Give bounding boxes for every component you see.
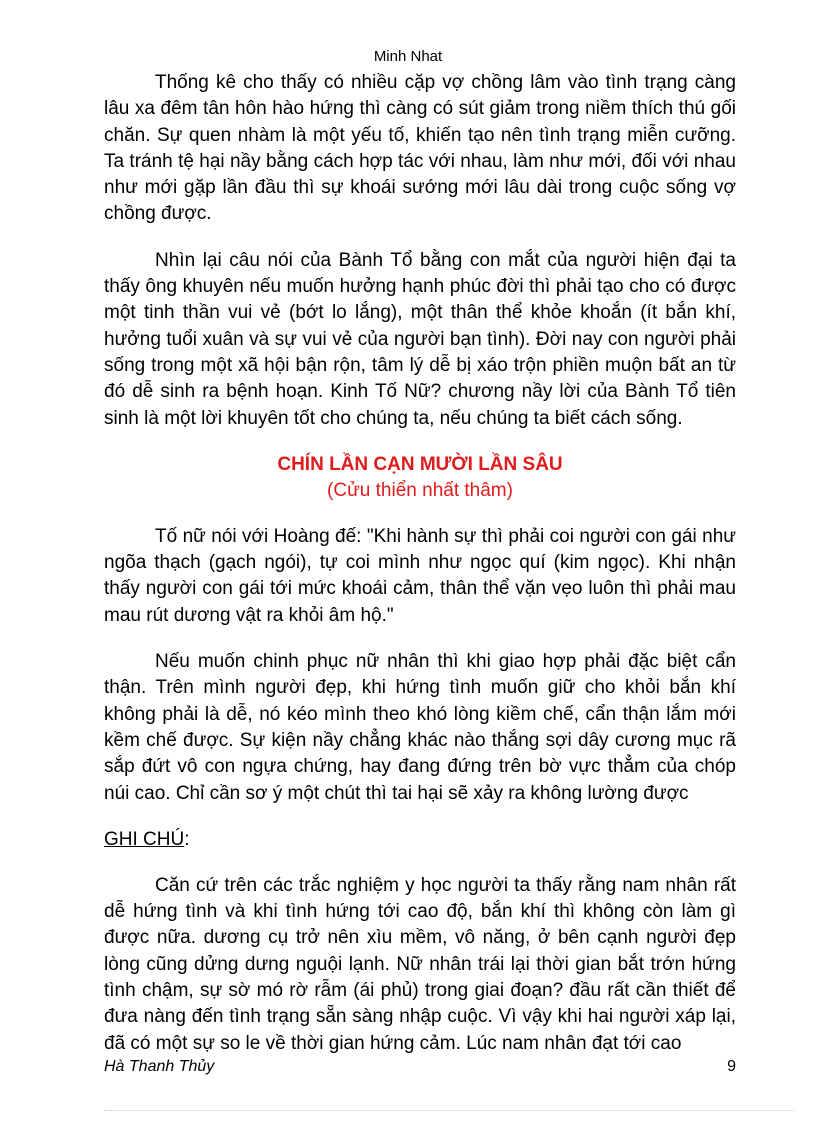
page-body: [104, 70, 736, 1057]
paragraph-gap: [104, 432, 736, 452]
paragraph-gap: [104, 807, 736, 827]
page-bottom-divider: [104, 1110, 794, 1111]
note-heading: [104, 827, 736, 853]
paragraph: Thống kê cho thấy có nhiều cặp vợ chồng lâm vào tình trạng càng lâu xa đêm tân hôn hào hứng thì càng có sút giảm trong niềm thích thú gối chăn. Sự quen nhàm là một yếu tố, khiến tạo nên tình trạng miễn cưỡng. Ta tránh tệ hại nầy bằng cách hợp tác với nhau, làm như mới, đối với nhau như mới gặp lần đầu thì sự khoái sướng mới lâu dài trong cuộc sống vợ chồng được.: [104, 72, 736, 225]
section-subtitle: (Cửu thiển nhất thâm): [327, 479, 513, 501]
paragraph-gap: [104, 629, 736, 649]
paragraph: Căn cứ trên các trắc nghiệm y học người ta thấy rằng nam nhân rất dễ hứng tình và khi tình hứng tới cao độ, bắn khí thì không còn làm gì được nữa. dương cụ trở nên xìu mềm, vô năng, ở bên cạnh người đẹp lòng cũng dửng dưng nguội lạnh. Nữ nhân trái lại thời gian bắt trớn hứng tình chậm, sự sờ mó rờ rẫm (ái phủ) trong giai đoạn? đầu rất cần thiết để đưa nàng đến tình trạng sẵn sàng nhập cuộc. Vì vậy khi hai người xáp lại, đã có một sự so le về thời gian hứng cảm. Lúc nam nhân đạt tới cao: [104, 874, 736, 1054]
paragraph-gap: [104, 853, 736, 873]
note-heading-label: GHI CHÚ: [104, 828, 185, 850]
paragraph: Tố nữ nói với Hoàng đế: "Khi hành sự thì phải coi người con gái như ngõa thạch (gạch ngói), tự coi mình như ngọc quí (kim ngọc). Khi nhận thấy người con gái tới mức khoái cảm, thân thể vặn vẹo luôn thì phải mau mau rút dương vật ra khỏi âm hộ.": [104, 525, 736, 626]
page-header: Minh Nhat: [373, 48, 443, 65]
section-title: CHÍN LẦN CẠN MƯỜI LẦN SÂU: [277, 453, 563, 475]
note-heading-colon: :: [184, 828, 190, 850]
paragraph-gap: [104, 504, 736, 524]
paragraph: Nhìn lại câu nói của Bành Tổ bằng con mắt của người hiện đại ta thấy ông khuyên nếu muốn hưởng hạnh phúc đời thì phải tạo cho có được một tinh thần vui vẻ (bớt lo lắng), một thân thể khỏe khoắn (ít bắn khí, hưởng tuổi xuân và sự vui vẻ của người bạn tình). Đời nay con người phải sống trong một xã hội bận rộn, tâm lý dễ bị xáo trộn phiền muộn bất an từ đó dễ sinh ra bệnh hoạn. Kinh Tố Nữ? chương nầy lời của Bành Tổ tiên sinh là một lời khuyên tốt cho chúng ta, nếu chúng ta biết cách sống.: [104, 249, 736, 429]
paragraph-gap: [104, 228, 736, 248]
page-number: 9: [727, 1058, 736, 1075]
footer-author: Hà Thanh Thủy: [104, 1058, 215, 1075]
paragraph: Nếu muốn chinh phục nữ nhân thì khi giao hợp phải đặc biệt cẩn thận. Trên mình người đẹp, khi hứng tình muốn giữ cho khỏi bắn khí không phải là dễ, nó kéo mình theo khó lòng kiềm chế, cẩn thận lắm mới kềm chế được. Sự kiện nầy chẳng khác nào thắng sợi dây cương mục rã sắp đứt vô con ngựa chứng, hay đang đứng trên bờ vực thẳm của chóp núi cao. Chỉ cần sơ ý một chút thì tai hại sẽ xảy ra không lường được: [104, 651, 736, 804]
